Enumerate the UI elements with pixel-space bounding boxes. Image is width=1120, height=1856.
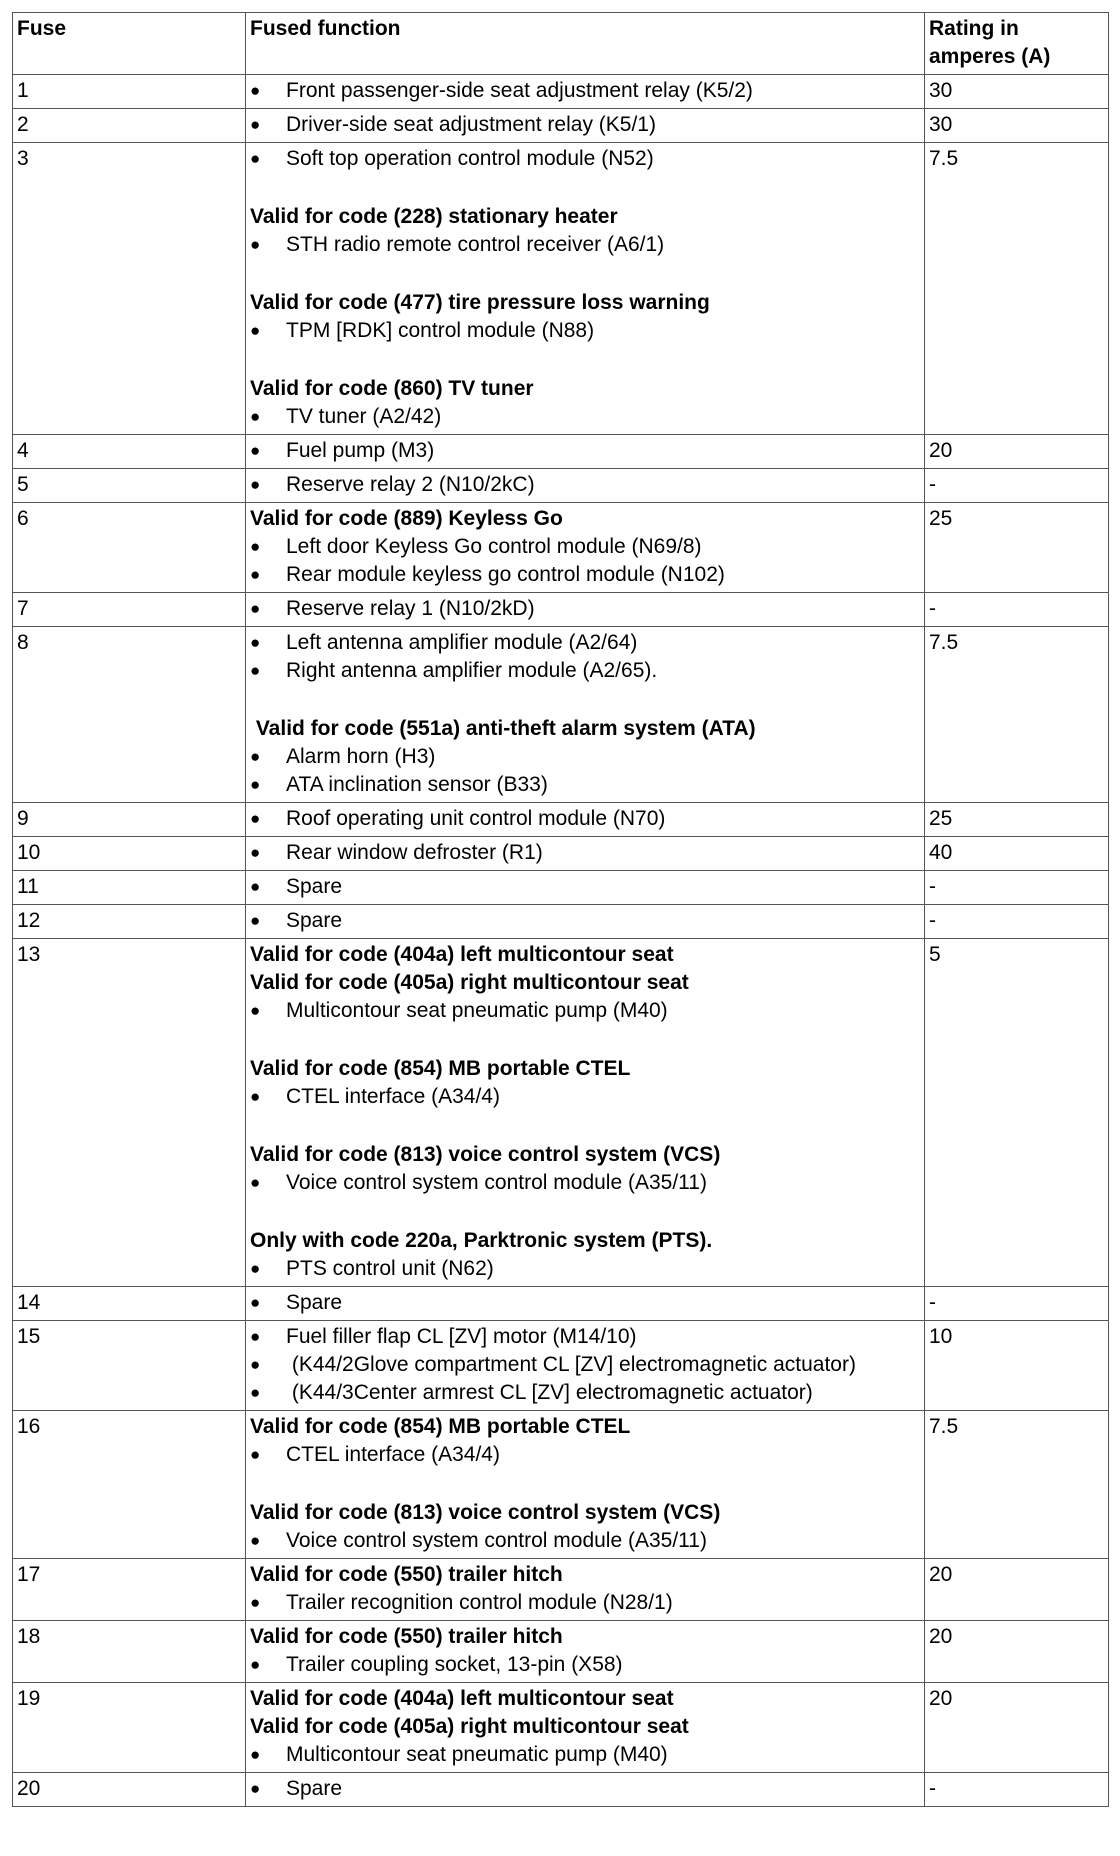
code-condition: Valid for code (813) voice control system (VCS) bbox=[250, 1501, 721, 1524]
rating-value: 7.5 bbox=[925, 143, 1109, 435]
list-item bbox=[250, 1255, 920, 1283]
bullet-icon: ● bbox=[250, 1001, 261, 1020]
list-item bbox=[250, 743, 920, 771]
list-item bbox=[250, 771, 920, 799]
bullet-icon: ● bbox=[250, 1087, 261, 1106]
function-block bbox=[250, 1499, 920, 1555]
function-block bbox=[250, 77, 920, 105]
rating-value: 25 bbox=[925, 503, 1109, 593]
function-block bbox=[250, 1413, 920, 1469]
component-label: Driver-side seat adjustment relay (K5/1) bbox=[286, 113, 656, 136]
bullet-icon: ● bbox=[250, 1355, 261, 1374]
fuse-number: 2 bbox=[13, 109, 246, 143]
code-condition: Valid for code (405a) right multicontour seat bbox=[250, 1715, 689, 1738]
list-item bbox=[250, 1589, 920, 1617]
component-label: ATA inclination sensor (B33) bbox=[286, 773, 548, 796]
function-block bbox=[250, 629, 920, 685]
table-row bbox=[13, 1321, 1109, 1411]
bullet-icon: ● bbox=[250, 565, 261, 584]
bullet-icon: ● bbox=[250, 1173, 261, 1192]
table-body bbox=[13, 75, 1109, 1807]
component-label: PTS control unit (N62) bbox=[286, 1257, 494, 1280]
component-label: STH radio remote control receiver (A6/1) bbox=[286, 233, 665, 256]
function-block bbox=[250, 1323, 920, 1407]
component-label: TV tuner (A2/42) bbox=[286, 405, 442, 428]
fuse-number: 13 bbox=[13, 939, 246, 1287]
fused-function-cell bbox=[246, 905, 925, 939]
bullet-icon: ● bbox=[250, 1259, 261, 1278]
table-header-row bbox=[13, 13, 1109, 75]
list-item bbox=[250, 1741, 920, 1769]
component-label: Fuel filler flap CL [ZV] motor (M14/10) bbox=[286, 1325, 637, 1348]
fused-function-cell bbox=[246, 1621, 925, 1683]
list-item bbox=[250, 1323, 920, 1351]
fuse-number: 18 bbox=[13, 1621, 246, 1683]
function-block bbox=[250, 437, 920, 465]
fuse-number: 12 bbox=[13, 905, 246, 939]
component-label: Rear window defroster (R1) bbox=[286, 841, 543, 864]
component-label: Reserve relay 2 (N10/2kC) bbox=[286, 473, 535, 496]
component-label: Multicontour seat pneumatic pump (M40) bbox=[286, 999, 668, 1022]
list-item bbox=[250, 561, 920, 589]
fused-function-cell bbox=[246, 1559, 925, 1621]
fuse-number: 15 bbox=[13, 1321, 246, 1411]
component-label: Reserve relay 1 (N10/2kD) bbox=[286, 597, 535, 620]
component-label: Voice control system control module (A35/11) bbox=[286, 1529, 707, 1552]
rating-value: 7.5 bbox=[925, 627, 1109, 803]
component-label: Trailer recognition control module (N28/1) bbox=[286, 1591, 673, 1614]
rating-value: 20 bbox=[925, 1621, 1109, 1683]
fuse-number: 5 bbox=[13, 469, 246, 503]
rating-value: - bbox=[925, 469, 1109, 503]
list-item bbox=[250, 403, 920, 431]
bullet-icon: ● bbox=[250, 1655, 261, 1674]
fused-function-cell bbox=[246, 593, 925, 627]
component-label: Spare bbox=[286, 875, 343, 898]
function-block bbox=[250, 1289, 920, 1317]
bullet-icon: ● bbox=[250, 537, 261, 556]
code-condition: Valid for code (477) tire pressure loss warning bbox=[250, 291, 710, 314]
code-condition: Valid for code (550) trailer hitch bbox=[250, 1563, 563, 1586]
rating-value: 5 bbox=[925, 939, 1109, 1287]
code-condition: Valid for code (551a) anti-theft alarm system (ATA) bbox=[250, 717, 756, 740]
list-item bbox=[250, 317, 920, 345]
bullet-icon: ● bbox=[250, 1383, 261, 1402]
bullet-icon: ● bbox=[250, 321, 261, 340]
fuse-number: 6 bbox=[13, 503, 246, 593]
list-item bbox=[250, 805, 920, 833]
fused-function-cell bbox=[246, 837, 925, 871]
list-item bbox=[250, 907, 920, 935]
bullet-icon: ● bbox=[250, 149, 261, 168]
code-condition: Valid for code (405a) right multicontour seat bbox=[250, 971, 689, 994]
list-item bbox=[250, 111, 920, 139]
component-label: Left antenna amplifier module (A2/64) bbox=[286, 631, 638, 654]
function-block bbox=[250, 203, 920, 259]
fuse-number: 8 bbox=[13, 627, 246, 803]
function-block bbox=[250, 1623, 920, 1679]
fused-function-cell bbox=[246, 1321, 925, 1411]
list-item bbox=[250, 1083, 920, 1111]
rating-value: 7.5 bbox=[925, 1411, 1109, 1559]
component-label: Trailer coupling socket, 13-pin (X58) bbox=[286, 1653, 623, 1676]
component-label: CTEL interface (A34/4) bbox=[286, 1085, 500, 1108]
rating-value: 40 bbox=[925, 837, 1109, 871]
header-fused-function: Fused function bbox=[246, 13, 925, 75]
component-label: Voice control system control module (A35/11) bbox=[286, 1171, 707, 1194]
list-item bbox=[250, 629, 920, 657]
function-block bbox=[250, 715, 920, 799]
rating-value: 20 bbox=[925, 1683, 1109, 1773]
fused-function-cell bbox=[246, 503, 925, 593]
component-label: Spare bbox=[286, 1291, 343, 1314]
table-row bbox=[13, 1411, 1109, 1559]
function-block bbox=[250, 145, 920, 173]
table-row bbox=[13, 1683, 1109, 1773]
rating-value: - bbox=[925, 1773, 1109, 1807]
function-block bbox=[250, 839, 920, 867]
bullet-icon: ● bbox=[250, 809, 261, 828]
header-fuse: Fuse bbox=[13, 13, 246, 75]
list-item bbox=[250, 839, 920, 867]
bullet-icon: ● bbox=[250, 407, 261, 426]
table-row bbox=[13, 435, 1109, 469]
rating-value: - bbox=[925, 593, 1109, 627]
fused-function-cell bbox=[246, 939, 925, 1287]
bullet-icon: ● bbox=[250, 877, 261, 896]
list-item bbox=[250, 1289, 920, 1317]
list-item bbox=[250, 145, 920, 173]
fuse-number: 17 bbox=[13, 1559, 246, 1621]
table-row bbox=[13, 1773, 1109, 1807]
code-condition: Valid for code (404a) left multicontour seat bbox=[250, 1687, 674, 1710]
fused-function-cell bbox=[246, 143, 925, 435]
bullet-icon: ● bbox=[250, 235, 261, 254]
fuse-table bbox=[12, 12, 1109, 1807]
component-label: (K44/2Glove compartment CL [ZV] electromagnetic actuator) bbox=[286, 1353, 856, 1376]
fuse-number: 3 bbox=[13, 143, 246, 435]
list-item bbox=[250, 1351, 920, 1379]
list-item bbox=[250, 1527, 920, 1555]
bullet-icon: ● bbox=[250, 775, 261, 794]
rating-value: - bbox=[925, 905, 1109, 939]
code-condition: Valid for code (813) voice control system (VCS) bbox=[250, 1143, 721, 1166]
component-label: Rear module keyless go control module (N102) bbox=[286, 563, 725, 586]
rating-value: 30 bbox=[925, 75, 1109, 109]
list-item bbox=[250, 1651, 920, 1679]
rating-value: 25 bbox=[925, 803, 1109, 837]
function-block bbox=[250, 1685, 920, 1769]
list-item bbox=[250, 533, 920, 561]
code-condition: Only with code 220a, Parktronic system (PTS). bbox=[250, 1229, 713, 1252]
function-block bbox=[250, 471, 920, 499]
function-block bbox=[250, 505, 920, 589]
table-row bbox=[13, 1621, 1109, 1683]
list-item bbox=[250, 1379, 920, 1407]
bullet-icon: ● bbox=[250, 1327, 261, 1346]
table-row bbox=[13, 905, 1109, 939]
list-item bbox=[250, 873, 920, 901]
bullet-icon: ● bbox=[250, 1445, 261, 1464]
fused-function-cell bbox=[246, 75, 925, 109]
component-label: Soft top operation control module (N52) bbox=[286, 147, 654, 170]
bullet-icon: ● bbox=[250, 911, 261, 930]
list-item bbox=[250, 77, 920, 105]
code-condition: Valid for code (228) stationary heater bbox=[250, 205, 618, 228]
component-label: CTEL interface (A34/4) bbox=[286, 1443, 500, 1466]
list-item bbox=[250, 231, 920, 259]
fused-function-cell bbox=[246, 109, 925, 143]
rating-value: 20 bbox=[925, 435, 1109, 469]
rating-value: - bbox=[925, 1287, 1109, 1321]
fuse-number: 7 bbox=[13, 593, 246, 627]
bullet-icon: ● bbox=[250, 441, 261, 460]
code-condition: Valid for code (854) MB portable CTEL bbox=[250, 1057, 631, 1080]
function-block bbox=[250, 1775, 920, 1803]
table-row bbox=[13, 75, 1109, 109]
bullet-icon: ● bbox=[250, 843, 261, 862]
function-block bbox=[250, 289, 920, 345]
fuse-number: 1 bbox=[13, 75, 246, 109]
fused-function-cell bbox=[246, 871, 925, 905]
table-row bbox=[13, 627, 1109, 803]
fused-function-cell bbox=[246, 469, 925, 503]
component-label: Spare bbox=[286, 1777, 343, 1800]
fuse-number: 11 bbox=[13, 871, 246, 905]
component-label: Right antenna amplifier module (A2/65). bbox=[286, 659, 658, 682]
bullet-icon: ● bbox=[250, 747, 261, 766]
rating-value: - bbox=[925, 871, 1109, 905]
function-block bbox=[250, 375, 920, 431]
rating-value: 30 bbox=[925, 109, 1109, 143]
function-block bbox=[250, 907, 920, 935]
function-block bbox=[250, 805, 920, 833]
code-condition: Valid for code (404a) left multicontour seat bbox=[250, 943, 674, 966]
fuse-number: 14 bbox=[13, 1287, 246, 1321]
fused-function-cell bbox=[246, 1683, 925, 1773]
table-row bbox=[13, 143, 1109, 435]
code-condition: Valid for code (854) MB portable CTEL bbox=[250, 1415, 631, 1438]
list-item bbox=[250, 657, 920, 685]
bullet-icon: ● bbox=[250, 1745, 261, 1764]
bullet-icon: ● bbox=[250, 81, 261, 100]
component-label: Roof operating unit control module (N70) bbox=[286, 807, 666, 830]
header-rating: Rating in amperes (A) bbox=[925, 13, 1109, 75]
code-condition: Valid for code (889) Keyless Go bbox=[250, 507, 563, 530]
table-row bbox=[13, 109, 1109, 143]
fuse-number: 19 bbox=[13, 1683, 246, 1773]
bullet-icon: ● bbox=[250, 1531, 261, 1550]
component-label: Multicontour seat pneumatic pump (M40) bbox=[286, 1743, 668, 1766]
bullet-icon: ● bbox=[250, 661, 261, 680]
list-item bbox=[250, 1441, 920, 1469]
function-block bbox=[250, 1055, 920, 1111]
list-item bbox=[250, 595, 920, 623]
table-row bbox=[13, 871, 1109, 905]
fused-function-cell bbox=[246, 1287, 925, 1321]
function-block bbox=[250, 1227, 920, 1283]
bullet-icon: ● bbox=[250, 1593, 261, 1612]
fuse-number: 10 bbox=[13, 837, 246, 871]
bullet-icon: ● bbox=[250, 115, 261, 134]
component-label: TPM [RDK] control module (N88) bbox=[286, 319, 595, 342]
list-item bbox=[250, 1169, 920, 1197]
function-block bbox=[250, 941, 920, 1025]
fuse-number: 4 bbox=[13, 435, 246, 469]
list-item bbox=[250, 1775, 920, 1803]
bullet-icon: ● bbox=[250, 1779, 261, 1798]
code-condition: Valid for code (860) TV tuner bbox=[250, 377, 534, 400]
component-label: (K44/3Center armrest CL [ZV] electromagnetic actuator) bbox=[286, 1381, 813, 1404]
list-item bbox=[250, 997, 920, 1025]
table-row bbox=[13, 1559, 1109, 1621]
rating-value: 10 bbox=[925, 1321, 1109, 1411]
bullet-icon: ● bbox=[250, 633, 261, 652]
table-row bbox=[13, 593, 1109, 627]
code-condition: Valid for code (550) trailer hitch bbox=[250, 1625, 563, 1648]
function-block bbox=[250, 595, 920, 623]
component-label: Spare bbox=[286, 909, 343, 932]
function-block bbox=[250, 111, 920, 139]
function-block bbox=[250, 1141, 920, 1197]
fuse-number: 16 bbox=[13, 1411, 246, 1559]
fused-function-cell bbox=[246, 627, 925, 803]
function-block bbox=[250, 1561, 920, 1617]
component-label: Front passenger-side seat adjustment relay (K5/2) bbox=[286, 79, 753, 102]
bullet-icon: ● bbox=[250, 599, 261, 618]
rating-value: 20 bbox=[925, 1559, 1109, 1621]
component-label: Left door Keyless Go control module (N69/8) bbox=[286, 535, 702, 558]
list-item bbox=[250, 471, 920, 499]
table-row bbox=[13, 803, 1109, 837]
function-block bbox=[250, 873, 920, 901]
fused-function-cell bbox=[246, 1411, 925, 1559]
component-label: Alarm horn (H3) bbox=[286, 745, 436, 768]
table-row bbox=[13, 939, 1109, 1287]
bullet-icon: ● bbox=[250, 475, 261, 494]
fused-function-cell bbox=[246, 803, 925, 837]
fused-function-cell bbox=[246, 435, 925, 469]
fused-function-cell bbox=[246, 1773, 925, 1807]
list-item bbox=[250, 437, 920, 465]
table-row bbox=[13, 1287, 1109, 1321]
fuse-number: 20 bbox=[13, 1773, 246, 1807]
table-row bbox=[13, 837, 1109, 871]
table-row bbox=[13, 469, 1109, 503]
fuse-number: 9 bbox=[13, 803, 246, 837]
table-row bbox=[13, 503, 1109, 593]
bullet-icon: ● bbox=[250, 1293, 261, 1312]
component-label: Fuel pump (M3) bbox=[286, 439, 435, 462]
